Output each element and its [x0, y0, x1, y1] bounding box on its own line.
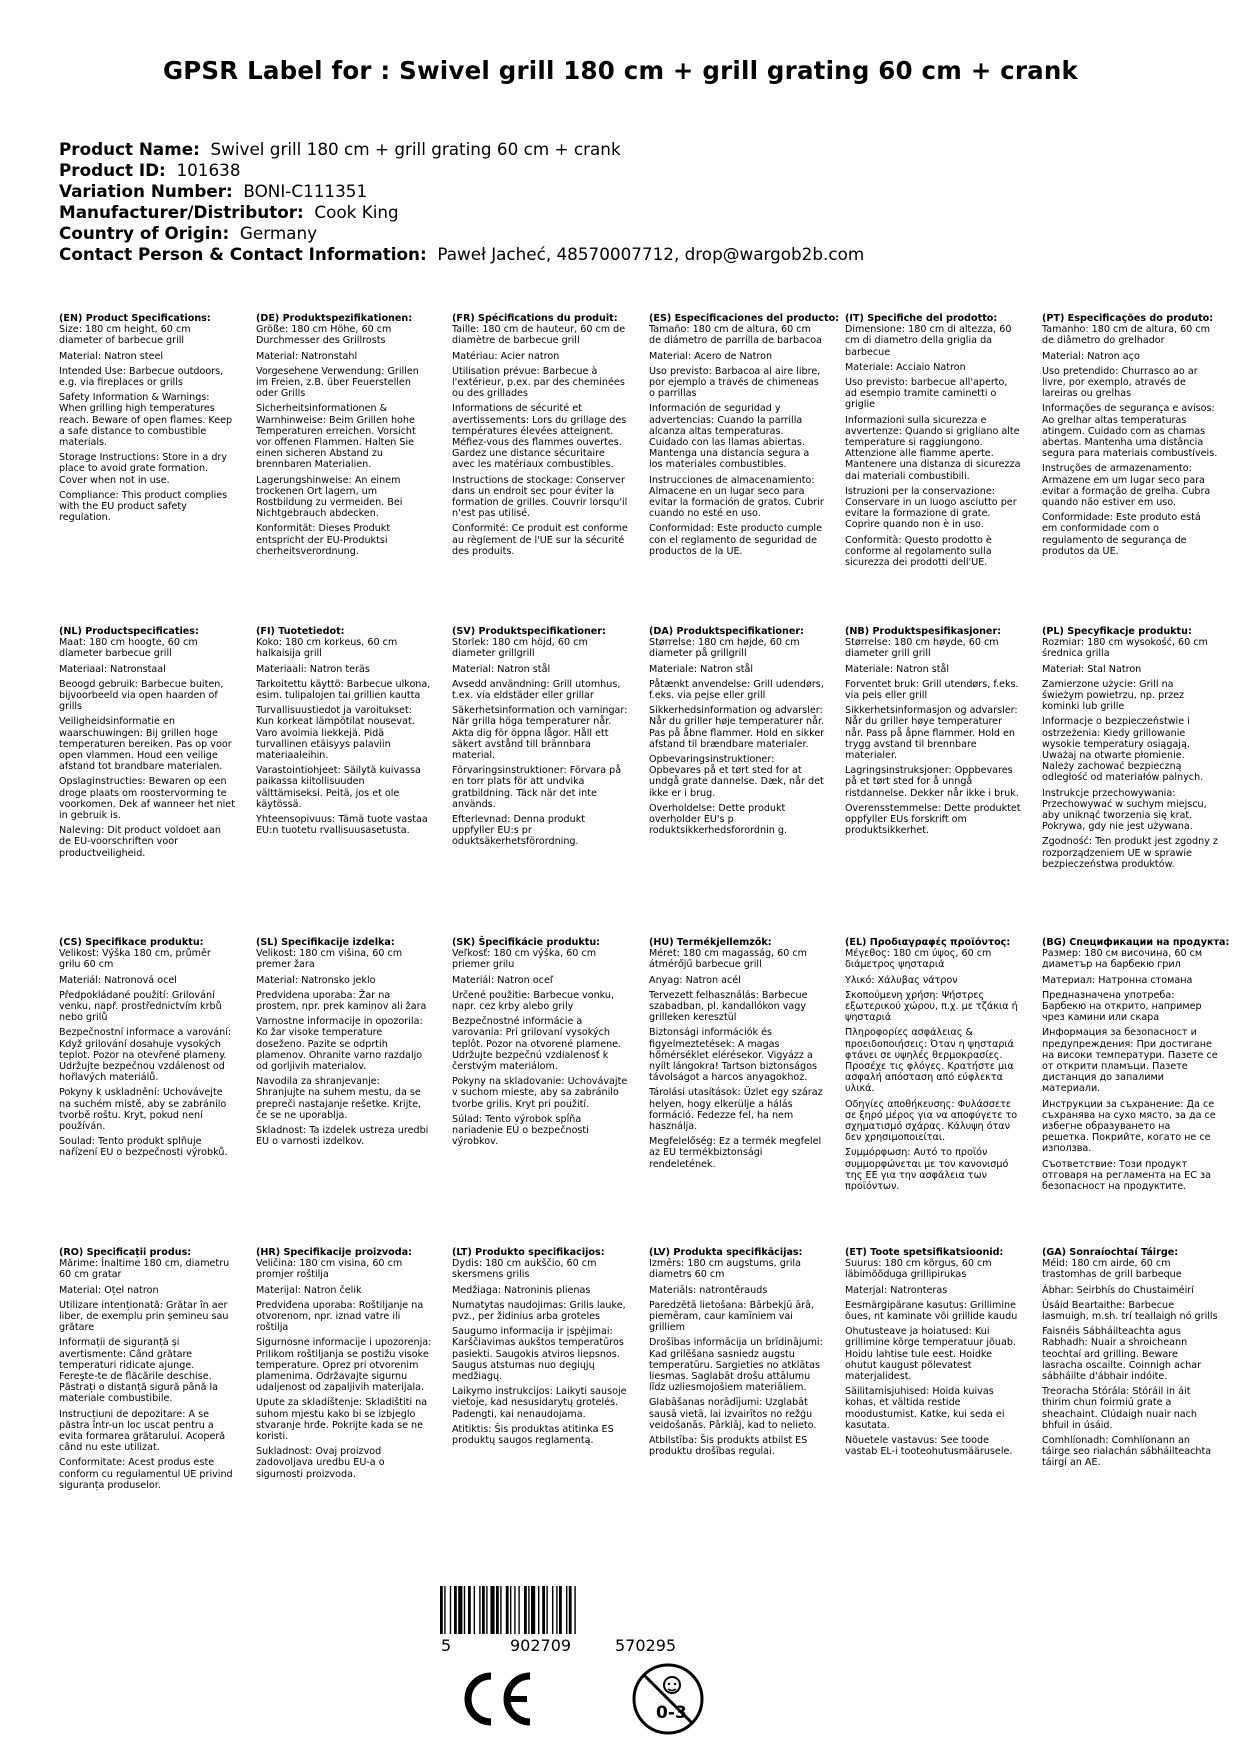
- spec-paragraph: Sicherheitsinformationen & Warnhinweise: Beim Grillen hohe Temperaturen erreichen. Vorsicht vor offenen Flammen. Halten Sie einen sicheren Abstand zu brennbaren Materialien.: [256, 403, 416, 471]
- spec-heading: (HU) Termékjellemzők:: [649, 937, 772, 948]
- spec-paragraph: Taille: 180 cm de hauteur, 60 cm de diamètre de barbecue grill: [452, 324, 626, 347]
- spec-paragraph: Beoogd gebruik: Barbecue buiten, bijvoorbeeld via open haarden of grills: [59, 678, 224, 713]
- spec-paragraph: Méret: 180 cm magasság, 60 cm átmérőjű barbecue grill: [649, 948, 808, 971]
- spec-paragraph: Lagerungshinweise: An einem trockenen Ort lagern, um Rostbildung zu vermeiden. Bei Nichtgebrauch abdecken.: [256, 474, 403, 520]
- spec-heading: (FI) Tuotetiedot:: [256, 626, 345, 637]
- spec-paragraph: Οδηγίες αποθήκευσης: Φυλάσσετε σε ξηρό μέρος για να αποφύγετε το σχηματισμό σχάρας. Κάλυψη όταν δεν χρησιμοποιείται.: [845, 1098, 1018, 1144]
- spec-block: [59, 1247, 235, 1495]
- spec-paragraph: Overensstemmelse: Dette produktet oppfyller EUs forskrift om produktsikkerhet.: [845, 802, 1021, 837]
- spec-paragraph: Istruzioni per la conservazione: Conservare in un luogo asciutto per evitare la formazione di grate. Coprire quando non è in uso.: [845, 485, 1017, 531]
- info-value: Cook King: [314, 202, 399, 222]
- barcode-bar: [500, 1586, 501, 1634]
- spec-heading: (BG) Спецификации на продукта:: [1042, 937, 1230, 948]
- barcode-bar: [454, 1586, 457, 1634]
- spec-block: [452, 313, 628, 561]
- spec-heading: (LT) Produkto specifikacijos:: [452, 1247, 605, 1258]
- spec-paragraph: Materiale: Natron stål: [845, 663, 950, 675]
- spec-paragraph: Σκοπούμενη χρήση: Ψήστρες εξωτερικού χώρου, π.χ. με τζάκια ή ψησταριά: [845, 989, 1018, 1024]
- spec-paragraph: Størrelse: 180 cm højde, 60 cm diameter på grillgrill: [649, 637, 800, 660]
- spec-block: [845, 1247, 1021, 1461]
- info-row-product-id: [59, 160, 864, 181]
- spec-paragraph: Utilizare intenționată: Grătar în aer liber, de exemplu prin șemineu sau grătare: [59, 1299, 229, 1334]
- info-label: Contact Person & Contact Information:: [59, 244, 427, 264]
- spec-paragraph: Dydis: 180 cm aukščio, 60 cm skersmens grilis: [452, 1258, 597, 1281]
- spec-paragraph: Materiaal: Natronstaal: [59, 663, 166, 675]
- spec-paragraph: Tervezett felhasználás: Barbecue szabadban, pl. kandallókon vagy grilleken keresztül: [649, 989, 808, 1024]
- barcode-bar: [490, 1586, 494, 1634]
- spec-heading: (IT) Specifiche del prodotto:: [845, 313, 998, 324]
- spec-paragraph: Skladnost: Ta izdelek ustreza uredbi EU o varnosti izdelkov.: [256, 1125, 429, 1148]
- barcode-bar: [474, 1586, 475, 1634]
- spec-paragraph: Sikkerhedsinformation og advarsler: Når du griller høje temperaturer når. Pas på åbne flammer. Hold en sikker afstand til brændbare materialer.: [649, 705, 825, 750]
- spec-paragraph: Varastointiohjeet: Säilytä kuivassa paikassa kiitollisuuden välttämiseksi. Peitä, jos et ole käytössä.: [256, 765, 421, 810]
- spec-block: [452, 937, 628, 1151]
- spec-paragraph: Förvaringsinstruktioner: Förvara på en torr plats för att undvika gratbildning. Täck när det inte används.: [452, 765, 622, 810]
- spec-paragraph: Naleving: Dit product voldoet aan de EU-voorschriften voor productveiligheid.: [59, 825, 221, 859]
- spec-paragraph: Treoracha Stórála: Stóráil in áit thirim chun foirmiú grate a sheachaint. Clúdaigh nuair nach bhfuil in úsáid.: [1042, 1386, 1198, 1431]
- spec-paragraph: Materiale: Acciaio Natron: [845, 361, 966, 373]
- spec-heading: (NB) Produktspesifikasjoner:: [845, 626, 1002, 637]
- spec-paragraph: Eesmärgipärane kasutus: Grillimine õues, nt kaminate või grillide kaudu: [845, 1299, 1018, 1323]
- spec-heading: (ES) Especificaciones del producto:: [649, 313, 840, 324]
- spec-heading: (EL) Προδιαγραφές προϊόντος:: [845, 937, 1011, 948]
- spec-heading: (RO) Specificații produs:: [59, 1247, 192, 1258]
- spec-paragraph: Sigurnosne informacije i upozorenja: Prilikom roštiljanja se postižu visoke temperature. Oprez pri otvorenim plamenima. Održavajte sigurnu udaljenost od zapaljivih materijala.: [256, 1337, 432, 1394]
- spec-paragraph: Предназначена употреба: Барбекю на открито, например чрез камини или скара: [1042, 989, 1202, 1024]
- spec-paragraph: Informații de siguranță și avertismente: Când grătare temperaturi ridicate ajunge. Fereşte-te de flăcările deschise. Păstrați o distanță sigură până la materiale combustibile.: [59, 1337, 219, 1405]
- spec-block: [845, 626, 1021, 840]
- spec-paragraph: Bezpečnostní informace a varování: Když grilování dosahuje vysokých teplot. Pozor na otevřené plameny. Udržujte bezpečnou vzdálenost od hořlavých materiálů.: [59, 1027, 232, 1084]
- spec-block: [1042, 626, 1218, 874]
- spec-heading: (DA) Produktspecifikationer:: [649, 626, 804, 637]
- spec-paragraph: Saugumo informacija ir įspėjimai: Karščiavimas aukštos temperatūros pasiekti. Saugokis atviros liepsnos. Saugus atstumas nuo degiųjų medžiagų.: [452, 1326, 624, 1383]
- spec-paragraph: Материал: Натронна стомана: [1042, 974, 1193, 986]
- spec-paragraph: Atitiktis: Šis produktas atitinka ES produktų saugos reglamentą.: [452, 1423, 614, 1447]
- spec-block: [59, 626, 235, 863]
- spec-paragraph: Konformität: Dieses Produkt entspricht der EU-Produktsi cherheitsverordnung.: [256, 523, 391, 557]
- barcode-bar: [450, 1586, 451, 1634]
- spec-paragraph: Tárolási utasítások: Üzlet egy száraz helyen, hogy elkerülje a hálás formáció. Fedezze fel, ha nem használja.: [649, 1087, 823, 1133]
- spec-paragraph: Glabāšanas norādījumi: Uzglabāt sausā vietā, lai izvairītos no režģu veidošanās. Pārklāj, kad to nelieto.: [649, 1397, 817, 1431]
- barcode-bar: [556, 1586, 557, 1634]
- spec-block: [1042, 313, 1218, 561]
- spec-block: [1042, 1247, 1218, 1473]
- barcode-right-group: 570295: [615, 1636, 677, 1655]
- spec-paragraph: Zgodność: Ten produkt jest zgodny z rozporządzeniem UE w sprawie bezpieczeństwa produktów.: [1042, 836, 1218, 870]
- spec-paragraph: Säilitamisjuhised: Hoida kuivas kohas, et vältida restide moodustumist. Katke, kui seda ei kasutata.: [845, 1386, 1005, 1431]
- spec-block: [256, 313, 432, 561]
- spec-heading: (SV) Produktspecifikationer:: [452, 626, 606, 637]
- barcode-bar: [518, 1586, 519, 1634]
- spec-paragraph: Avsedd användning: Grill utomhus, t.ex. via eldstäder eller grillar: [452, 678, 621, 702]
- spec-paragraph: Navodila za shranjevanje: Shranjujte na suhem mestu, da se prepreči nastajanje rešetke. Krijte, če se ne uporablja.: [256, 1076, 422, 1121]
- spec-paragraph: Conformidad: Este producto cumple con el reglamento de seguridad de productos de la UE.: [649, 523, 822, 557]
- spec-paragraph: Størrelse: 180 cm høyde, 60 cm diameter grill grill: [845, 637, 999, 660]
- spec-heading: (HR) Specifikacije proizvoda:: [256, 1247, 412, 1258]
- barcode-bar: [458, 1586, 462, 1634]
- spec-paragraph: Съответствие: Този продукт отговаря на регламента на ЕС за безопасност на продуктите.: [1042, 1158, 1211, 1193]
- spec-paragraph: Tamanho: 180 cm de altura, 60 cm de diâmetro do grelhador: [1042, 324, 1210, 347]
- spec-paragraph: Vorgesehene Verwendung: Grillen im Freien, z.B. über Feuerstellen oder Grills: [256, 365, 419, 400]
- spec-paragraph: Pokyny na skladovanie: Uchovávajte v suchom mieste, aby sa zabránilo tvorbe grilis. Kryt pri použití.: [452, 1076, 628, 1110]
- info-value: 101638: [176, 160, 241, 180]
- barcode-first-digit: 5: [441, 1636, 452, 1655]
- barcode-bar: [559, 1586, 562, 1634]
- spec-block: [649, 626, 825, 840]
- barcode-bar: [546, 1586, 547, 1634]
- barcode-bar: [569, 1586, 572, 1634]
- barcode: [440, 1586, 690, 1634]
- spec-paragraph: Conformité: Ce produit est conforme au règlement de l'UE sur la sécurité des produits.: [452, 523, 628, 557]
- spec-block: [256, 626, 432, 840]
- spec-paragraph: Atbilstība: Šis produkts atbilst ES produktu drošības regulai.: [649, 1435, 808, 1458]
- spec-paragraph: Yhteensopivuus: Tämä tuote vastaa EU:n tuotetu rvallisuusasetusta.: [256, 814, 428, 837]
- spec-paragraph: Συμμόρφωση: Αυτό το προϊόν συμμορφώνεται με τον κανονισμό της ΕΕ για την ασφάλεια των προϊόντων.: [845, 1147, 1009, 1193]
- spec-paragraph: Izmērs: 180 cm augstums, grila diametrs 60 cm: [649, 1258, 801, 1281]
- info-label: Product Name:: [59, 139, 200, 159]
- spec-paragraph: Určené použitie: Barbecue vonku, napr. cez krby alebo grily: [452, 989, 615, 1013]
- spec-paragraph: Predviđena uporaba: Roštiljanje na otvorenom, npr. iznad vatre ili roštilja: [256, 1299, 424, 1334]
- barcode-bar: [479, 1586, 480, 1634]
- barcode-bar: [486, 1586, 487, 1634]
- spec-heading: (FR) Spécifications du produit:: [452, 313, 618, 324]
- spec-paragraph: Comhlíonadh: Comhlíonann an táirge seo rialachán sábháilteachta táirgí an AE.: [1042, 1435, 1212, 1469]
- spec-paragraph: Velikost: Výška 180 cm, průměr grilu 60 cm: [59, 948, 211, 971]
- spec-paragraph: Tarkoitettu käyttö: Barbecue ulkona, esim. tulipalojen tai grillien kautta: [256, 678, 431, 702]
- spec-paragraph: Veličina: 180 cm visina, 60 cm promjer roštilja: [256, 1258, 403, 1281]
- ce-mark-icon: [455, 1670, 535, 1728]
- spec-paragraph: Conformitate: Acest produs este conform cu regulamentul UE privind siguranța produselor.: [59, 1457, 233, 1491]
- spec-paragraph: Material: Acero de Natron: [649, 350, 773, 362]
- spec-paragraph: Ábhar: Seirbhís do Chustaiméirí: [1042, 1284, 1194, 1296]
- spec-paragraph: Materiál: Natronová ocel: [59, 974, 177, 986]
- spec-heading: (PT) Especificações do produto:: [1042, 313, 1214, 324]
- barcode-bar: [510, 1586, 511, 1634]
- spec-paragraph: Laikymo instrukcijos: Laikyti sausoje vietoje, kad nesusidarytų grotelės. Padengti, kai nenaudojama.: [452, 1386, 627, 1420]
- spec-block: [452, 626, 628, 852]
- spec-paragraph: Safety Information & Warnings: When grilling high temperatures reach. Beware of open flames. Keep a safe distance to combustible materials.: [59, 392, 233, 449]
- spec-paragraph: Úsáid Beartaithe: Barbecue lasmuigh, m.sh. trí teallaigh nó grills: [1042, 1299, 1218, 1323]
- spec-block: [59, 937, 235, 1163]
- spec-block: [649, 1247, 825, 1461]
- spec-paragraph: Storlek: 180 cm höjd, 60 cm diameter grillgrill: [452, 637, 588, 660]
- barcode-bar: [552, 1586, 553, 1634]
- barcode-bar: [538, 1586, 539, 1634]
- spec-paragraph: Medžiaga: Natroninis plienas: [452, 1284, 591, 1296]
- spec-heading: (DE) Produktspezifikationen:: [256, 313, 413, 324]
- spec-paragraph: Storage Instructions: Store in a dry place to avoid grate formation. Cover when not in use.: [59, 452, 228, 486]
- spec-heading: (ET) Toote spetsifikatsioonid:: [845, 1247, 1004, 1258]
- spec-paragraph: Sikkerhetsinformasjon og advarsler: Når du griller høye temperaturer når. Pass på åpne flammer. Hold en trygg avstand til brennbare materialer.: [845, 705, 1018, 762]
- spec-paragraph: Sukladnost: Ovaj proizvod zadovoljava uredbu EU-a o sigurnosti proizvoda.: [256, 1446, 385, 1480]
- barcode-bar: [566, 1586, 567, 1634]
- page-title: GPSR Label for : Swivel grill 180 cm + grill grating 60 cm + crank: [162, 56, 1079, 85]
- spec-paragraph: Информация за безопасност и предупреждения: При достигане на високи температури. Пазете се от открити пламъци. Пазете дистанция до запалими материали.: [1042, 1027, 1218, 1095]
- spec-paragraph: Uso pretendido: Churrasco ao ar livre, por exemplo, através de lareiras ou grelhas: [1042, 365, 1198, 400]
- barcode-bar: [506, 1586, 509, 1634]
- barcode-bar: [514, 1586, 515, 1634]
- spec-paragraph: Utilisation prévue: Barbecue à l'extérieur, p.ex. par des cheminées ou des grillades: [452, 365, 625, 400]
- info-value: Paweł Jacheć, 48570007712, drop@wargob2b.com: [437, 244, 865, 264]
- spec-paragraph: Μέγεθος: 180 cm ύψος, 60 cm διάμετρος ψησταριά: [845, 948, 992, 971]
- spec-paragraph: Veľkosť: 180 cm výška, 60 cm priemer grilu: [452, 948, 597, 971]
- spec-paragraph: Materiale: Natron stål: [649, 663, 754, 675]
- spec-heading: (GA) Sonraíochtaí Táirge:: [1042, 1247, 1179, 1258]
- spec-paragraph: Instrucțiuni de depozitare: A se păstra într-un loc uscat pentru a evita formarea grătarului. Acoperă când nu este utilizat.: [59, 1408, 226, 1454]
- info-value: BONI-C111351: [243, 181, 368, 201]
- spec-paragraph: Informazioni sulla sicurezza e avvertenze: Quando si grigliano alte temperature si raggiungono. Attenzione alle fiamme aperte. Mantenere una distanza di sicurezza dai materiali combustibili.: [845, 414, 1021, 482]
- barcode-bar: [440, 1586, 443, 1634]
- spec-block: [845, 313, 1021, 572]
- spec-paragraph: Material: Natronsko jeklo: [256, 974, 376, 986]
- spec-paragraph: Πληροφορίες ασφάλειας & προειδοποιήσεις: Όταν η ψησταριά φτάνει σε υψηλές θερμοκρασίες. Προσέχε τις φλόγες. Κρατήστε μια ασφαλή απόσταση από εύφλεκτα υλικά.: [845, 1027, 1014, 1095]
- spec-paragraph: Predvidena uporaba: Žar na prostem, npr. prek kaminov ali žara: [256, 989, 427, 1013]
- spec-heading: (EN) Product Specifications:: [59, 313, 211, 324]
- spec-paragraph: Υλικό: Χάλυβας νάτρον: [845, 974, 958, 986]
- spec-heading: (LV) Produkta specifikācijas:: [649, 1247, 803, 1258]
- spec-paragraph: Matériau: Acier natron: [452, 350, 560, 362]
- barcode-bar: [542, 1586, 545, 1634]
- spec-paragraph: Velikost: 180 cm višina, 60 cm premer žara: [256, 948, 403, 971]
- spec-paragraph: Material: Natronstahl: [256, 350, 358, 362]
- spec-paragraph: Uso previsto: Barbacoa al aire libre, por ejemplo a través de chimeneas o parrillas: [649, 365, 821, 400]
- spec-paragraph: Инструкции за съхранение: Да се съхранява на сухо място, за да се избегне образуването на решетка. Покрийте, когато не се използва.: [1042, 1098, 1216, 1155]
- spec-paragraph: Instrukcje przechowywania: Przechowywać w suchym miejscu, aby uniknąć tworzenia się krat. Pokrywa, gdy nie jest używana.: [1042, 787, 1207, 833]
- spec-paragraph: Rozmiar: 180 cm wysokość, 60 cm średnica grilla: [1042, 637, 1208, 660]
- barcode-bar: [464, 1586, 465, 1634]
- spec-heading: (CS) Specifikace produktu:: [59, 937, 204, 948]
- spec-paragraph: Informacje o bezpieczeństwie i ostrzeżenia: Kiedy grillowanie wysokie temperatury osiągają. Uważaj na otwarte płomienie. Należy zachować bezpieczną odległość od materiałów palnych.: [1042, 716, 1204, 784]
- spec-paragraph: Biztonsági információk és figyelmeztetések: A magas hőmérséklet elérésekor. Vigyázz a nyílt lángokra! Tartson biztonságos távolságot a harcos anyagokhoz.: [649, 1027, 817, 1084]
- spec-paragraph: Varnostne informacije in opozorila: Ko žar visoke temperature doseženo. Pazite se odprtih plamenov. Ohranite varno razdaljo od gorljivih materialov.: [256, 1016, 423, 1073]
- spec-paragraph: Overholdelse: Dette produkt overholder EU's p roduktsikkerhedsforordnin g.: [649, 802, 788, 837]
- spec-paragraph: Uso previsto: barbecue all'aperto, ad esempio tramite caminetti o griglie: [845, 377, 1008, 411]
- spec-paragraph: Faisnéis Sábháilteachta agus Rabhadh: Nuair a shroicheann teochtaí ard grilling. Beware lasracha oscailte. Coinnigh achar sábháilte d'ábhair indóite.: [1042, 1326, 1202, 1383]
- spec-paragraph: Upute za skladištenje: Skladištiti na suhom mjestu kako bi se izbjeglo stvaranje hrđe. Pokrijte kada se ne koristi.: [256, 1397, 428, 1443]
- info-row-variation-number: [59, 181, 864, 202]
- spec-block: [1042, 937, 1230, 1196]
- barcode-bar: [574, 1586, 575, 1634]
- spec-paragraph: Maat: 180 cm hoogte, 60 cm diameter barbecue grill: [59, 637, 198, 660]
- spec-paragraph: Materiál: Natron oceľ: [452, 974, 554, 986]
- age-warning-label: 0-3: [656, 1703, 687, 1723]
- spec-paragraph: Drošības informācija un brīdinājumi: Kad grilēšana sasniedz augstu temperatūru. Sargieties no atklātas liesmas. Saglabāt drošu attālumu līdz uzliesmojošiem materiāliem.: [649, 1337, 823, 1394]
- spec-paragraph: Größe: 180 cm Höhe, 60 cm Durchmesser des Grillrosts: [256, 324, 392, 347]
- spec-block: [649, 937, 825, 1174]
- barcode-left-group: 902709: [510, 1636, 572, 1655]
- spec-paragraph: Numatytas naudojimas: Grilis lauke, pvz., per židinius arba groteles: [452, 1299, 626, 1323]
- spec-paragraph: Materiał: Stal Natron: [1042, 663, 1142, 675]
- spec-paragraph: Materiāls: natrontērauds: [649, 1284, 768, 1296]
- spec-paragraph: Bezpečnostné informácie a varovania: Pri grilovaní vysokých teplôt. Pozor na otvorené plamene. Udržujte bezpečnú vzdialenosť k čerstvým materiálom.: [452, 1016, 622, 1073]
- info-label: Manufacturer/Distributor:: [59, 202, 304, 222]
- spec-paragraph: Material: Oțel natron: [59, 1284, 159, 1296]
- spec-paragraph: Anyag: Natron acél: [649, 974, 741, 986]
- spec-paragraph: Mărime: Înaltime 180 cm, diametru 60 cm gratar: [59, 1258, 230, 1281]
- spec-heading: (NL) Productspecificaties:: [59, 626, 199, 637]
- spec-paragraph: Opbevaringsinstruktioner: Opbevares på et tørt sted for at undgå grate dannelse. Dæk, når det ikke er i brug.: [649, 754, 824, 799]
- spec-paragraph: Zamierzone użycie: Grill na świeżym powietrzu, np. przez kominki lub grille: [1042, 678, 1185, 713]
- spec-paragraph: Soulad: Tento produkt splňuje nařízení EU o bezpečnosti výrobků.: [59, 1136, 228, 1159]
- spec-block: [649, 313, 840, 561]
- spec-block: [845, 937, 1021, 1196]
- product-info: [59, 139, 864, 265]
- spec-paragraph: Dimensione: 180 cm di altezza, 60 cm di diametro della griglia da barbecue: [845, 324, 1012, 358]
- info-row-country: [59, 223, 864, 244]
- spec-paragraph: Turvallisuustiedot ja varoitukset: Kun korkeat lämpötilat nousevat. Varo avoimia liekkejä. Pidä turvallinen etäisyys palaviin materiaaleihin.: [256, 705, 415, 762]
- spec-paragraph: Lagringsinstruksjoner: Oppbevares på et tørt sted for å unngå ristdannelse. Dekker når ikke i bruk.: [845, 765, 1019, 799]
- spec-paragraph: Instrucciones de almacenamiento: Almacene en un lugar seco para evitar la formación de gratos. Cubrir cuando no esté en uso.: [649, 474, 824, 520]
- spec-paragraph: Instructions de stockage: Conserver dans un endroit sec pour éviter la formation de grilles. Couvrir lorsqu'il n'est pas utilisé.: [452, 474, 628, 520]
- barcode-bar: [531, 1586, 535, 1634]
- spec-paragraph: Tamaño: 180 cm de altura, 60 cm de diámetro de parrilla de barbacoa: [649, 324, 822, 347]
- spec-paragraph: Efterlevnad: Denna produkt uppfyller EU:s pr oduktsäkerhetsförordning.: [452, 814, 586, 848]
- spec-paragraph: Předpokládané použití: Grilování venku, např. prostřednictvím krbů nebo grilů: [59, 989, 222, 1024]
- barcode-bar: [482, 1586, 485, 1634]
- spec-heading: (SL) Specifikacije izdelka:: [256, 937, 395, 948]
- spec-paragraph: Méid: 180 cm airde, 60 cm trastomhas de grill barbeque: [1042, 1258, 1182, 1281]
- spec-paragraph: Materiaali: Natron teräs: [256, 663, 370, 675]
- barcode-bar: [524, 1586, 527, 1634]
- spec-paragraph: Compliance: This product complies with the EU product safety regulation.: [59, 489, 228, 524]
- spec-paragraph: Materjal: Natronteras: [845, 1284, 948, 1296]
- spec-heading: (SK) Špecifikácie produktu:: [452, 937, 601, 948]
- spec-paragraph: Forventet bruk: Grill utendørs, f.eks. via peis eller grill: [845, 678, 1019, 702]
- barcode-bar: [468, 1586, 471, 1634]
- barcode-bar: [496, 1586, 499, 1634]
- spec-paragraph: Ohutusteave ja hoiatused: Kui grillimine kõrge temperatuur jõuab. Hoidu lahtise tule eest. Hoidke ohutut kaugust põlevatest materjalidest.: [845, 1326, 1017, 1383]
- info-row-contact: [59, 244, 864, 265]
- spec-paragraph: Size: 180 cm height, 60 cm diameter of barbecue grill: [59, 324, 191, 347]
- spec-paragraph: Koko: 180 cm korkeus, 60 cm halkaisija grill: [256, 637, 398, 660]
- spec-paragraph: Paredzētā lietošana: Bārbekjū ārā, piemēram, caur kamīniem vai grilliem: [649, 1299, 815, 1334]
- info-row-manufacturer: [59, 202, 864, 223]
- spec-paragraph: Material: Natron steel: [59, 350, 164, 362]
- spec-paragraph: Información de seguridad y advertencias: Cuando la parrilla alcanza altas temperaturas. Cuidado con las llamas abiertas. Mantenga una distancia segura a los materiales combustibles.: [649, 403, 810, 471]
- spec-paragraph: Conformità: Questo prodotto è conforme al regolamento sulla sicurezza dei prodotti dell'UE.: [845, 534, 992, 569]
- spec-paragraph: Conformidade: Este produto está em conformidade com o regulamento de segurança de produtos da UE.: [1042, 512, 1201, 557]
- spec-block: [256, 937, 432, 1151]
- spec-paragraph: Intended Use: Barbecue outdoors, e.g. via fireplaces or grills: [59, 365, 224, 389]
- spec-paragraph: Material: Natron aço: [1042, 350, 1140, 362]
- info-label: Product ID:: [59, 160, 166, 180]
- info-label: Country of Origin:: [59, 223, 230, 243]
- spec-paragraph: Informations de sécurité et avertissements: Lors du grillage des températures élevées atteignent. Méfiez-vous des flammes ouvertes. Gardez une distance sécuritaire avec les matériaux combustibles.: [452, 403, 627, 471]
- info-value: Swivel grill 180 cm + grill grating 60 cm + crank: [210, 139, 621, 159]
- spec-paragraph: Размер: 180 см височина, 60 см диаметър на барбекю грил: [1042, 948, 1203, 971]
- spec-block: [452, 1247, 628, 1450]
- spec-paragraph: Säkerhetsinformation och varningar: När grilla höga temperaturer når. Akta dig för öppna lågor. Håll ett säkert avstånd till brännbara material.: [452, 705, 628, 762]
- spec-paragraph: Veiligheidsinformatie en waarschuwingen: Bij grillen hoge temperaturen bereiken. Pas op voor open vlammen. Houd een veilige afstand tot brandbare materialen.: [59, 716, 232, 773]
- spec-block: [59, 313, 235, 527]
- spec-grid: [59, 313, 1239, 1518]
- spec-paragraph: Informações de segurança e avisos: Ao grelhar altas temperaturas atingem. Cuidado com as chamas abertas. Mantenha uma distância segura para materiais combustíveis.: [1042, 403, 1218, 460]
- spec-paragraph: Pokyny k uskladnění: Uchovávejte na suchém místě, aby se zabránilo tvorbě roštu. Kryt, pokud není používán.: [59, 1087, 227, 1133]
- spec-paragraph: Instruções de armazenamento: Armazene em um lugar seco para evitar a formação de grelha. Cubra quando não estiver em uso.: [1042, 463, 1211, 509]
- spec-paragraph: Suurus: 180 cm kõrgus, 60 cm läbimõõduga grillipirukas: [845, 1258, 992, 1281]
- spec-block: [256, 1247, 432, 1484]
- spec-paragraph: Megfelelőség: Ez a termék megfelel az EU termékbiztonsági rendeletének.: [649, 1136, 822, 1170]
- age-warning-icon: [630, 1661, 706, 1737]
- spec-paragraph: Opslaginstructies: Bewaren op een droge plaats om roostervorming te voorkomen. Dek af wanneer het niet in gebruik is.: [59, 776, 235, 822]
- spec-heading: (PL) Specyfikacje produktu:: [1042, 626, 1192, 637]
- spec-paragraph: Påtænkt anvendelse: Grill udendørs, f.eks. via pejse eller grill: [649, 678, 824, 702]
- spec-paragraph: Súlad: Tento výrobok spĺňa nariadenie EÚ o bezpečnosti výrobkov.: [452, 1113, 589, 1148]
- spec-paragraph: Nõuetele vastavus: See toode vastab EL-i tooteohutusmäärusele.: [845, 1435, 1013, 1458]
- spec-paragraph: Materijal: Natron čelik: [256, 1284, 362, 1296]
- barcode-bar: [444, 1586, 445, 1634]
- barcode-bar: [528, 1586, 529, 1634]
- spec-paragraph: Material: Natron stål: [452, 663, 551, 675]
- info-label: Variation Number:: [59, 181, 233, 201]
- info-value: Germany: [239, 223, 318, 243]
- info-row-product-name: [59, 139, 864, 160]
